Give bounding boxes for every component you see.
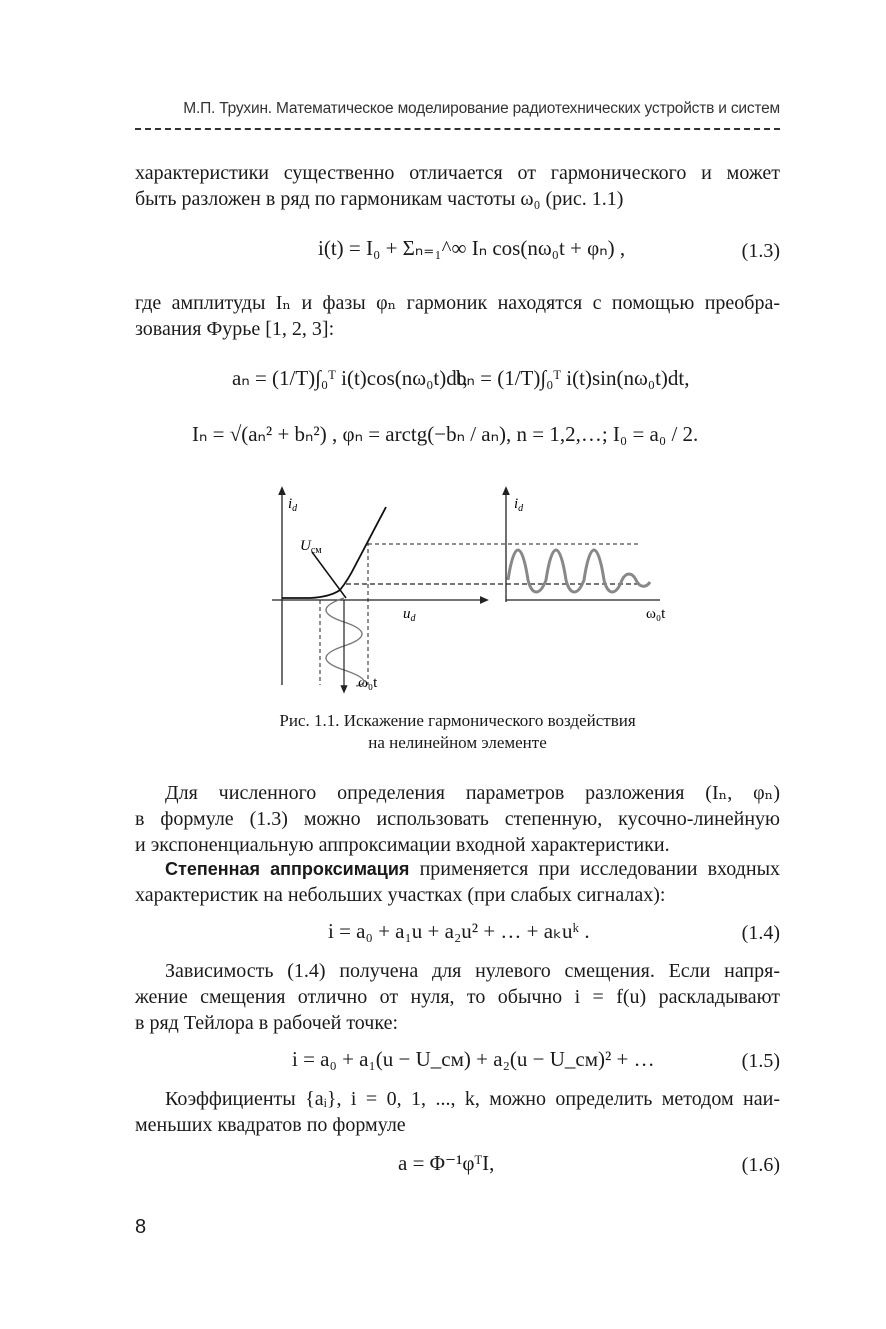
- bias-line: [312, 552, 346, 598]
- text-line: [135, 856, 780, 882]
- figure-1-1: [260, 480, 670, 695]
- equation-1-4: i = a₀ + a₁u + a₂u² + … + aₖuᵏ .: [328, 919, 590, 943]
- label-w0t-right: ω₀t: [646, 606, 666, 622]
- text-line: меньших квадратов по формуле: [135, 1114, 406, 1136]
- text-line: жение смещения отлично от нуля, то обычно i = f(u) раскладывают: [135, 986, 780, 1008]
- paragraph-3: [135, 780, 780, 858]
- label-ud: $u_d$: [403, 606, 416, 624]
- text-line: характеристик на небольших участках (при слабых сигналах):: [135, 884, 666, 906]
- input-signal-wave: [326, 598, 364, 686]
- text-line: зования Фурье [1, 2, 3]:: [135, 318, 335, 340]
- equation-1-5: i = a₀ + a₁(u − U_см) + a₂(u − U_см)² + …: [292, 1047, 655, 1071]
- equation-1-3: i(t) = I₀ + Σₙ₌₁^∞ Iₙ cos(nω₀t + φₙ) ,: [318, 236, 626, 260]
- paragraph-4: [135, 856, 780, 908]
- equation-number: (1.5): [741, 1050, 780, 1072]
- label-ucm: $U_{см}$: [300, 538, 322, 556]
- equation-fourier-b: bₙ = (1/T)∫₀ᵀ i(t)sin(nω₀t)dt,: [456, 366, 690, 390]
- text-line: и экспоненциальную аппроксимации входной характеристики.: [135, 834, 670, 856]
- figure-caption: [135, 710, 780, 754]
- text-line: быть разложен в ряд по гармоникам частоты ω₀ (рис. 1.1): [135, 188, 624, 210]
- equation-number: (1.3): [741, 240, 780, 262]
- paragraph-2: [135, 290, 780, 342]
- running-header: М.П. Трухин. Математическое моделирование радиотехнических устройств и систем: [183, 100, 780, 117]
- caption-line: Рис. 1.1. Искажение гармонического воздействия: [279, 711, 636, 730]
- paragraph-1: [135, 160, 780, 212]
- header-divider: [135, 128, 780, 130]
- paragraph-6: [135, 1086, 780, 1138]
- equation-number: (1.4): [741, 922, 780, 944]
- equation-amplitude-phase: Iₙ = √(aₙ² + bₙ²) , φₙ = arctg(−bₙ / aₙ), n = 1,2,…; I₀ = a₀ / 2.: [192, 422, 699, 446]
- text-line: Зависимость (1.4) получена для нулевого смещения. Если напря-: [165, 960, 780, 982]
- equation-1-6: a = Φ⁻¹φᵀI,: [398, 1151, 495, 1175]
- text-line: в формуле (1.3) можно использовать степенную, кусочно-линейную: [135, 808, 780, 830]
- bold-term: Степенная аппроксимация: [165, 859, 410, 879]
- text-fragment: применяется при исследовании входных: [409, 858, 780, 880]
- text-line: Для численного определения параметров разложения (Iₙ, φₙ): [165, 782, 780, 804]
- equation-fourier-a: aₙ = (1/T)∫₀ᵀ i(t)cos(nω₀t)dt,: [232, 366, 468, 390]
- label-id-right: $i_d$: [514, 496, 524, 514]
- label-id-left: $i_d$: [288, 496, 298, 514]
- page-number: 8: [135, 1216, 147, 1238]
- caption-line: на нелинейном элементе: [368, 733, 547, 752]
- text-line: характеристики существенно отличается от гармонического и может: [135, 162, 780, 184]
- output-signal-wave: [508, 550, 650, 592]
- text-line: в ряд Тейлора в рабочей точке:: [135, 1012, 398, 1034]
- paragraph-5: [135, 958, 780, 1036]
- label-w0t-bottom: ω₀t: [358, 675, 378, 691]
- equation-number: (1.6): [741, 1154, 780, 1176]
- text-line: Коэффициенты {aᵢ}, i = 0, 1, ..., k, можно определить методом наи-: [165, 1088, 780, 1110]
- text-line: где амплитуды Iₙ и фазы φₙ гармоник находятся с помощью преобра-: [135, 292, 780, 314]
